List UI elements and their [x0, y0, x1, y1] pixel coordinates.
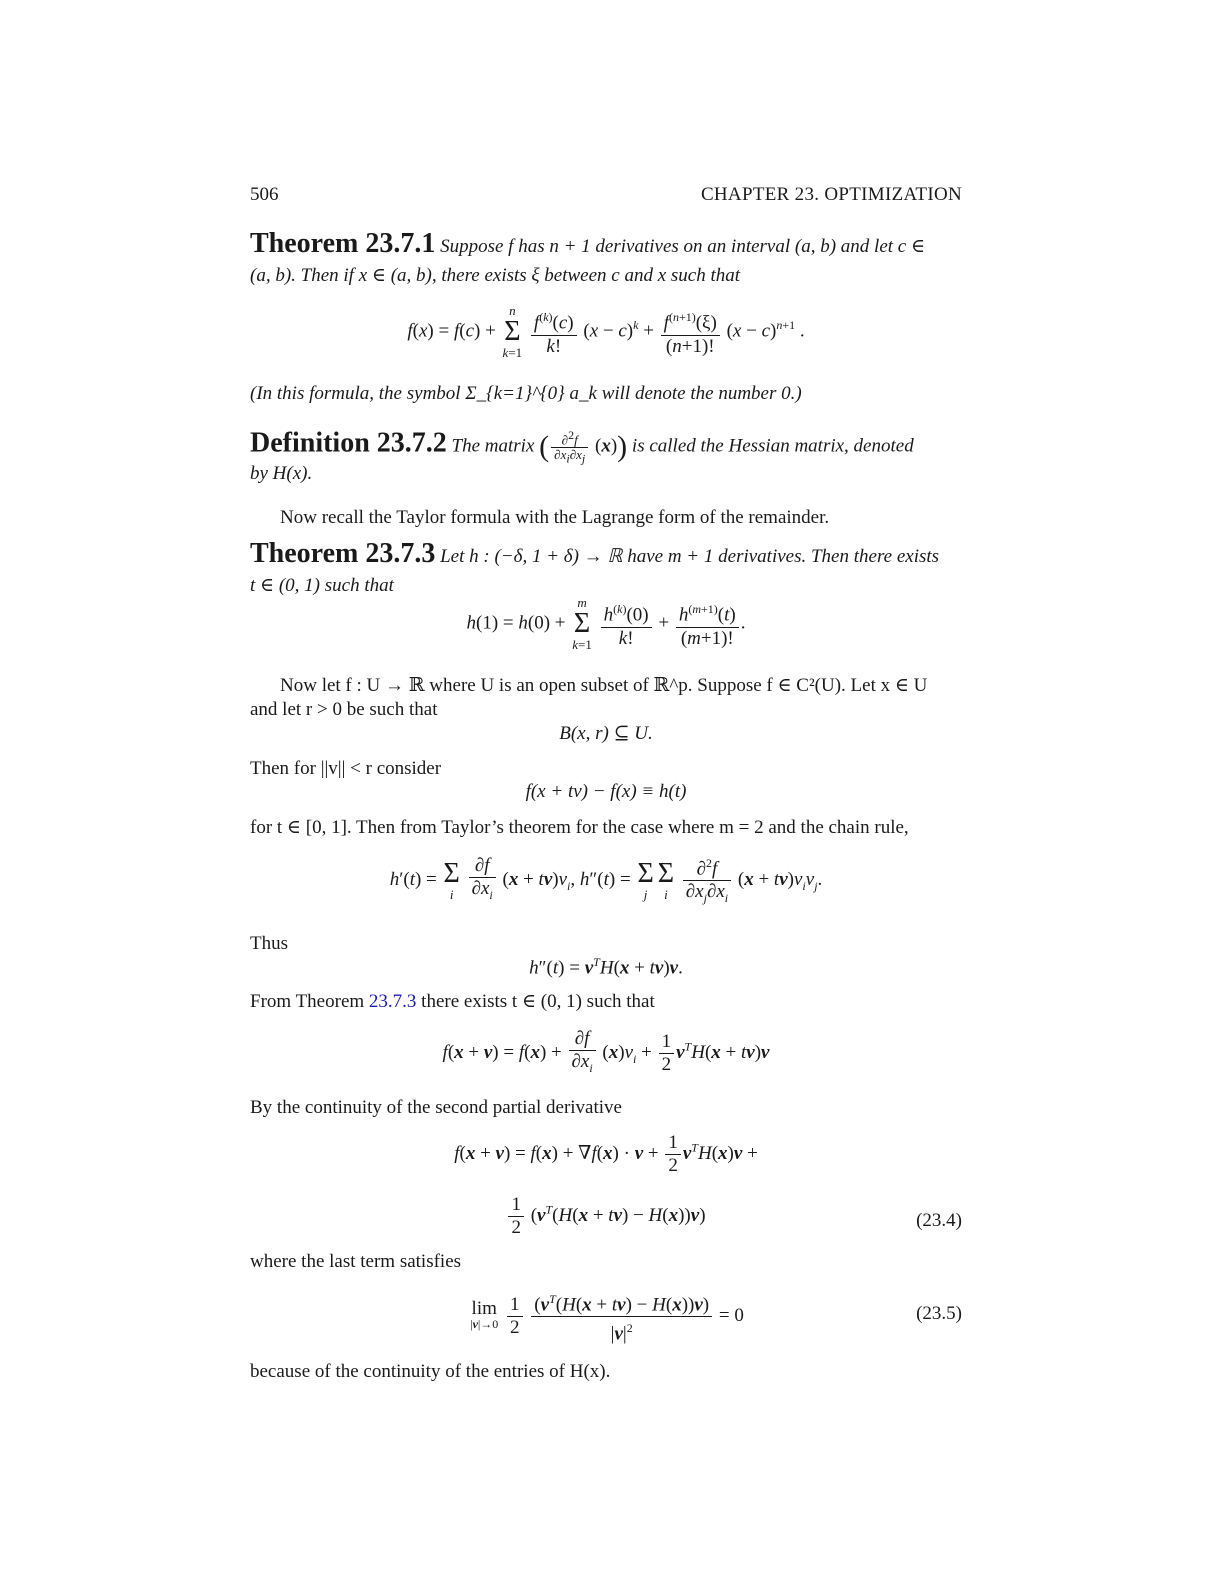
- paragraph-5: [250, 990, 962, 1014]
- paragraph-5-text-a: From Theorem: [250, 991, 365, 1012]
- definition-text-b: is called the Hessian matrix, denoted: [631, 435, 914, 457]
- paragraph-3: for t ∈ [0, 1]. Then from Taylor’s theorem for the case where m = 2 and the chain rule,: [250, 817, 909, 838]
- equation-limit: lim |v|→0 $\frac{1}{2}$ $\frac{(v^T(H(x + tv) - H(x))v)}{|v|^2}$ = 0: [250, 1288, 962, 1346]
- lagrange-equation: h(1) = h(0) + m Σ k=1 $\frac{h^{(k)}(0)}{k!}$ + $\frac{h^{(m+1)}(t)}{(m+1)!}$ .: [466, 595, 746, 652]
- equation-hessian: $h''(t) = v^TH(x + tv)v$.: [529, 955, 683, 979]
- paragraph-1-line2: and let r > 0 be such that: [250, 699, 438, 720]
- equation-continuity-line2: $\frac{1}{2}$ $(v^T(H(x + tv) - H(x))v)$: [250, 1194, 962, 1239]
- equation-taylor-expansion: f(x + v) = f(x) + $\frac{\partial f}{\partial x_i}$ $(x)v_i$ + $\frac{1}{2}$ $v^TH(x + tv)v$: [442, 1028, 770, 1075]
- theorem-23-7-3: [250, 538, 962, 569]
- definition-heading: Definition 23.7.2: [250, 427, 447, 459]
- recall-paragraph: Now recall the Taylor formula with the Lagrange form of the remainder.: [280, 507, 830, 528]
- equation-number-23-4: (23.4): [916, 1210, 962, 1231]
- definition-text-a: The matrix: [451, 435, 535, 457]
- taylor-equation: f(x) = f(c) + n Σ k=1 $\frac{f^{(k)}(c)}{k!}$ $(x - c)^k$ + $\frac{f^{(n+1)}(\xi)}{(n+1)!}$ $(x - c)^{n+1}$ .: [407, 303, 805, 360]
- paragraph-1-line1: Now let f : U → ℝ where U is an open subset of ℝ^p. Suppose f ∈ C²(U). Let x ∈ U: [280, 675, 928, 696]
- theorem-3-line2: t ∈ (0, 1) such that: [250, 575, 394, 596]
- paragraph-2: Then for ||v|| < r consider: [250, 758, 442, 779]
- equation-number-23-5: (23.5): [916, 1303, 962, 1324]
- equation-h: f(x + tv) − f(x) ≡ h(t): [525, 781, 687, 802]
- equation-ball: B(x, r) ⊆ U.: [559, 723, 653, 744]
- theorem-note: (In this formula, the symbol Σ_{k=1}^{0} a_k will denote the number 0.): [250, 383, 802, 404]
- definition-text-line2: by H(x).: [250, 463, 313, 484]
- theorem-heading: Theorem 23.7.3: [250, 538, 436, 569]
- theorem-3-line1: Let h : (−δ, 1 + δ) → ℝ have m + 1 derivatives. Then there exists: [440, 546, 940, 567]
- paragraph-4: Thus: [250, 933, 288, 954]
- paragraph-8: because of the continuity of the entries of H(x).: [250, 1361, 611, 1382]
- paragraph-5-text-b: there exists t ∈ (0, 1) such that: [421, 991, 655, 1012]
- paragraph-7: where the last term satisfies: [250, 1251, 462, 1272]
- theorem-text-line1: Suppose f has n + 1 derivatives on an interval (a, b) and let c ∈: [440, 236, 926, 257]
- page-number: 506: [250, 184, 279, 205]
- definition-23-7-2: Definition 23.7.2 The matrix ( $\frac{\partial^2f}{\partial x_i\partial x_j}$ (x)) is called the Hessian matrix, denoted: [250, 427, 914, 466]
- theorem-reference-link[interactable]: 23.7.3: [368, 991, 417, 1012]
- paragraph-6: By the continuity of the second partial derivative: [250, 1097, 622, 1118]
- theorem-23-7-1: [250, 228, 962, 259]
- theorem-text-line2: (a, b). Then if x ∈ (a, b), there exists ξ between c and x such that: [250, 265, 741, 286]
- chapter-title: CHAPTER 23. OPTIMIZATION: [700, 184, 962, 205]
- theorem-heading: Theorem 23.7.1: [250, 228, 436, 259]
- equation-continuity-line1: f(x + v) = f(x) + ∇f(x) · v + $\frac{1}{2}$ $v^TH(x)v$ +: [454, 1132, 758, 1176]
- equation-derivatives: h′(t) = Σ i $\frac{\partial f}{\partial x_i}$ $(x + tv)v_i$, h″(t) = Σ j Σ i $\frac{\partial^2f}{\partial x_j\partial x_i}$ $(x + tv)v_iv_j$.: [250, 852, 962, 909]
